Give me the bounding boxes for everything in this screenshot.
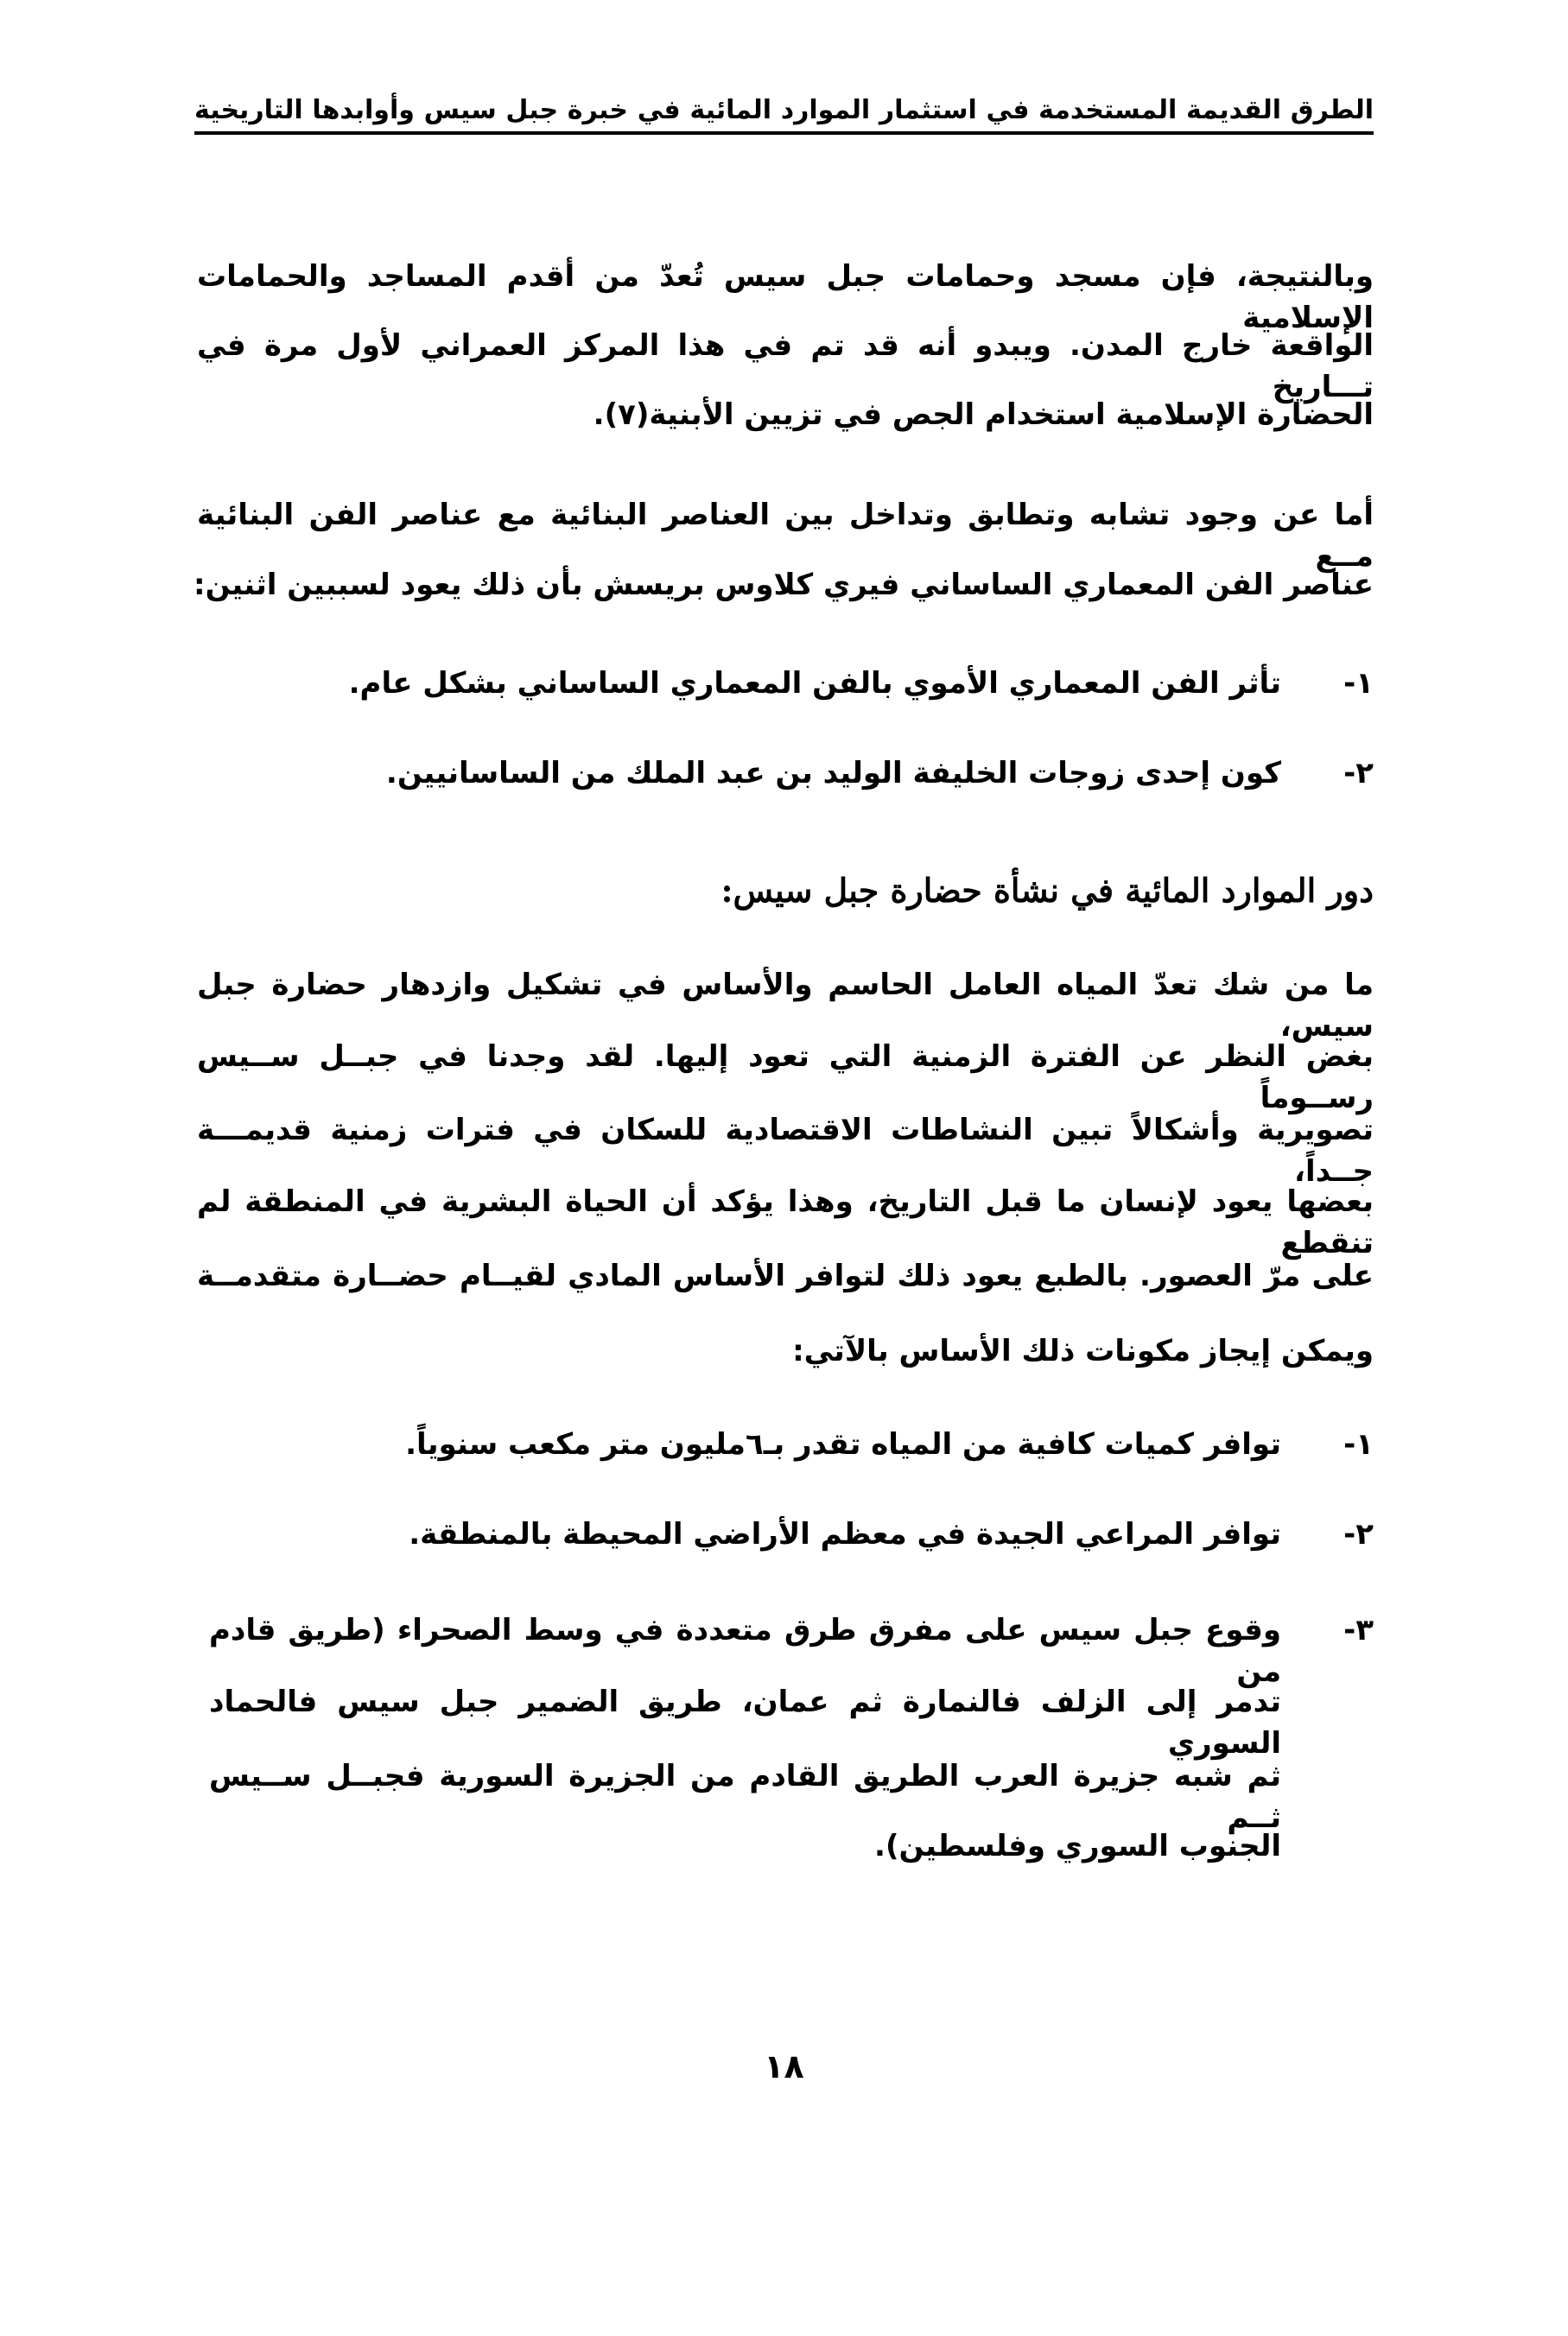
list-number: ١- — [1343, 1427, 1374, 1462]
list-item: توافر المراعي الجيدة في معظم الأراضي المحيطة بالمنطقة. — [409, 1517, 1281, 1552]
list-item-line: وقوع جبل سيس على مفرق طرق متعددة في وسط الصحراء (طريق قادم من — [209, 1613, 1281, 1689]
section-heading: دور الموارد المائية في نشأة حضارة جبل سيس: — [721, 871, 1374, 910]
list-number: ١- — [1343, 666, 1374, 701]
list-item-line: ثم شبه جزيرة العرب الطريق القادم من الجزيرة السورية فجبــل ســيس ثــم — [209, 1759, 1281, 1835]
list-item-line: الجنوب السوري وفلسطين). — [874, 1829, 1281, 1863]
list-item-line: تدمر إلى الزلف فالنمارة ثم عمان، طريق الضمير جبل سيس فالحماد السوري — [209, 1685, 1281, 1761]
para3-line: تصويرية وأشكالاً تبين النشاطات الاقتصادية للسكان في فترات زمنية قديمـــة جــداً، — [197, 1113, 1374, 1189]
para2-line: أما عن وجود تشابه وتطابق وتداخل بين العناصر البنائية مع عناصر الفن البنائية مــع — [197, 498, 1374, 574]
list-item: كون إحدى زوجات الخليفة الوليد بن عبد الملك من الساسانيين. — [385, 756, 1281, 790]
page-number: ١٨ — [764, 2047, 804, 2085]
list-number: ٢- — [1343, 1517, 1374, 1552]
para3-line: على مرّ العصور. بالطبع يعود ذلك لتوافر الأساس المادي لقيــام حضــارة متقدمــة — [197, 1259, 1374, 1293]
running-header: الطرق القديمة المستخدمة في استثمار الموارد المائية في خبرة جبل سيس وأوابدها التاريخية — [194, 95, 1374, 125]
list-item: تأثر الفن المعماري الأموي بالفن المعماري الساساني بشكل عام. — [348, 666, 1281, 701]
list-item: توافر كميات كافية من المياه تقدر بـ٦مليون متر مكعب سنوياً. — [405, 1427, 1281, 1462]
para1-line: الحضارة الإسلامية استخدام الجص في تزيين الأبنية(٧). — [593, 397, 1374, 432]
para1-line: الواقعة خارج المدن. ويبدو أنه قد تم في هذا المركز العمراني لأول مرة في تـــاريخ — [197, 328, 1374, 404]
para3-line: بغض النظر عن الفترة الزمنية التي تعود إليها. لقد وجدنا في جبــل ســيس رســوماً — [197, 1039, 1374, 1115]
list-number: ٣- — [1343, 1613, 1374, 1647]
para3-line: ما من شك تعدّ المياه العامل الحاسم والأساس في تشكيل وازدهار حضارة جبل سيس، — [197, 968, 1374, 1044]
para3-line: بعضها يعود لإنسان ما قبل التاريخ، وهذا يؤكد أن الحياة البشرية في المنطقة لم تنقطع — [197, 1184, 1374, 1260]
para1-line: وبالنتيجة، فإن مسجد وحمامات جبل سيس تُعدّ من أقدم المساجد والحمامات الإسلامية — [197, 259, 1374, 335]
para2-line: عناصر الفن المعماري الساساني فيري كلاوس بريسش بأن ذلك يعود لسببين اثنين: — [194, 568, 1374, 602]
para3-line: ويمكن إيجاز مكونات ذلك الأساس بالآتي: — [792, 1334, 1374, 1368]
list-number: ٢- — [1343, 756, 1374, 790]
header-rule — [194, 131, 1374, 135]
